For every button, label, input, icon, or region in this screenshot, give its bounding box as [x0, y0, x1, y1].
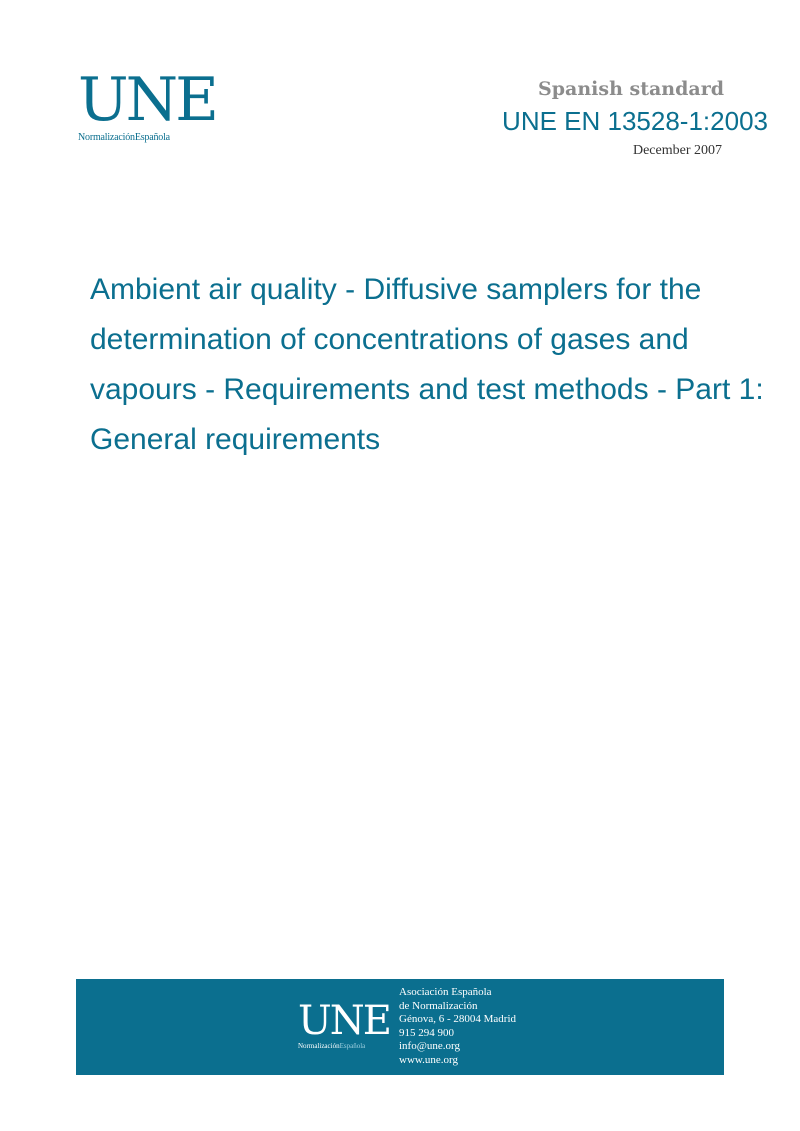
contact-block [399, 986, 516, 1067]
footer-band [76, 979, 724, 1075]
une-logo-sub-b: Española [134, 132, 170, 143]
footer-logo-mark: UNE [298, 998, 390, 1044]
footer-une-logo [298, 998, 390, 1050]
document-title: Ambient air quality - Diffusive samplers for the determination of concentrations of gases and vapours - Requirements and test methods - Part 1: General requirements [90, 273, 764, 456]
contact-address: Génova, 6 - 28004 Madrid [399, 1013, 517, 1025]
une-logo-sub-a: Normalización [78, 132, 135, 143]
standard-code: UNE EN 13528-1:2003 [502, 106, 768, 136]
contact-email[interactable]: info@une.org [399, 1040, 460, 1052]
une-logo [78, 65, 216, 150]
contact-org-line1: Asociación Española [399, 986, 492, 998]
standard-kind: Spanish standard [538, 78, 724, 100]
footer-logo-sub-b: Española [339, 1042, 366, 1050]
contact-org-line2: de Normalización [399, 999, 478, 1012]
contact-phone: 915 294 900 [399, 1026, 454, 1039]
footer-logo-sub-a: Normalización [298, 1042, 340, 1050]
une-logo-mark: UNE [78, 65, 216, 135]
contact-website[interactable]: www.une.org [399, 1053, 458, 1066]
standard-date: December 2007 [632, 143, 722, 158]
